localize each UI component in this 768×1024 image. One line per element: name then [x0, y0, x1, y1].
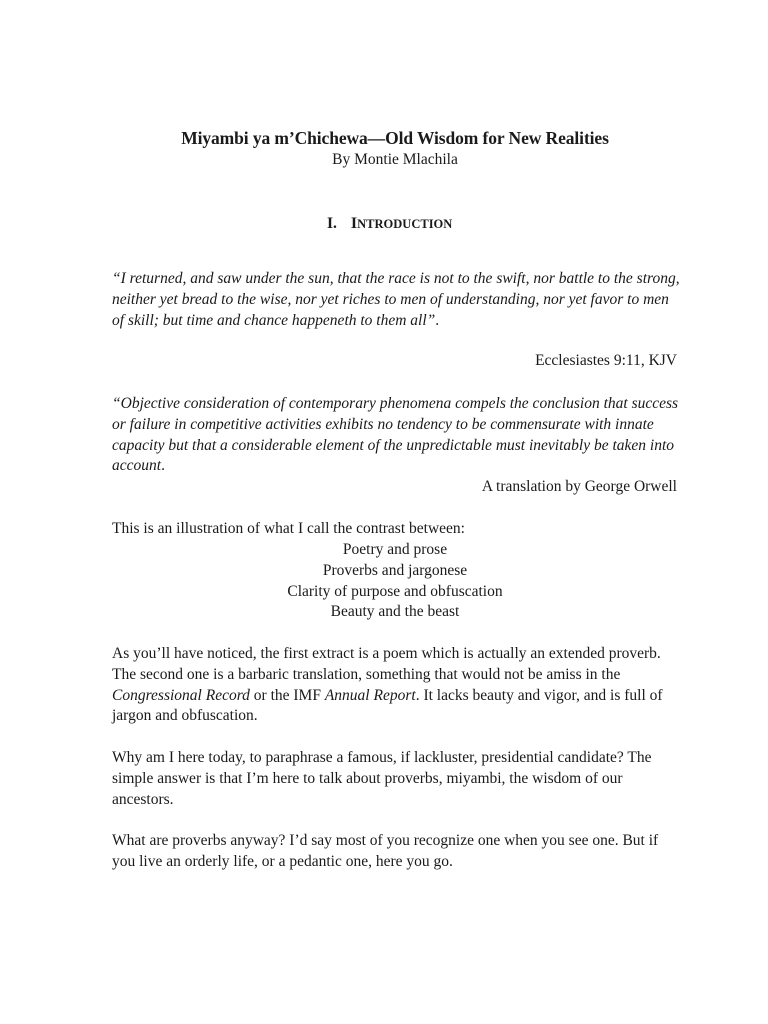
paragraph-extracts — [112, 644, 682, 727]
quote-orwell-text: “Objective consideration of contemporary phenomena compels the conclusion that success or failure in competitive activities exhibits no tendency to be commensurate with innate capacity but that a considerable element of the unpredictable must inevitably be taken into account — [112, 395, 679, 475]
quote-ecclesiastes-attribution: Ecclesiastes 9:11, KJV — [535, 352, 677, 369]
list-item: Poetry and prose — [342, 541, 448, 558]
list-item: Beauty and the beast — [330, 603, 460, 621]
section-heading-rest: NTRODUCTION — [357, 217, 453, 231]
contrast-intro: This is an illustration of what I call the contrast between: — [112, 520, 465, 537]
paragraph-what-are-proverbs: What are proverbs anyway? I’d say most of you recognize one when you see one. But if you live an orderly life, or a pedantic one, here you go. — [112, 832, 659, 870]
document-author: By Montie Mlachila — [332, 151, 458, 168]
quote-orwell — [112, 394, 682, 477]
paragraph-why-here: Why am I here today, to paraphrase a famous, if lackluster, presidential candidate? The simple answer is that I’m here to talk about proverbs, miyambi, the wisdom of our ancestors. — [112, 749, 652, 808]
section-heading — [327, 215, 452, 233]
section-heading-first-letter: I — [350, 215, 358, 232]
quote-ecclesiastes-text: “I returned, and saw under the sun, that the race is not to the swift, nor battle to the strong, neither yet bread to the wise, nor yet riches to men of understanding, nor yet favor to men of skill; but time and chance happeneth to them all” — [112, 270, 680, 329]
list-item: Clarity of purpose and obfuscation — [287, 582, 503, 600]
section-number: I. — [327, 215, 337, 232]
quote-ecclesiastes-end: . — [435, 311, 440, 329]
paragraph-extracts-part3: . It lacks beauty and vigor, and is full of jargon and obfuscation. — [112, 686, 663, 725]
paragraph-extracts-italic2: Annual Report — [324, 686, 416, 704]
paragraph-extracts-italic1: Congressional Record — [112, 686, 250, 704]
quote-ecclesiastes — [112, 269, 682, 331]
list-item: Proverbs and jargonese — [322, 561, 468, 579]
quote-orwell-end: . — [161, 457, 165, 475]
document-title: Miyambi ya m’Chichewa—Old Wisdom for New Realities — [181, 128, 609, 148]
paragraph-extracts-part1: As you’ll have noticed, the first extract is a poem which is actually an extended proverb. The second one is a barbaric translation, something that would not be amiss in the — [112, 645, 661, 683]
quote-orwell-attribution: A translation by George Orwell — [481, 478, 677, 495]
contrast-list — [112, 540, 678, 623]
paragraph-extracts-part2: or the IMF — [249, 686, 325, 704]
